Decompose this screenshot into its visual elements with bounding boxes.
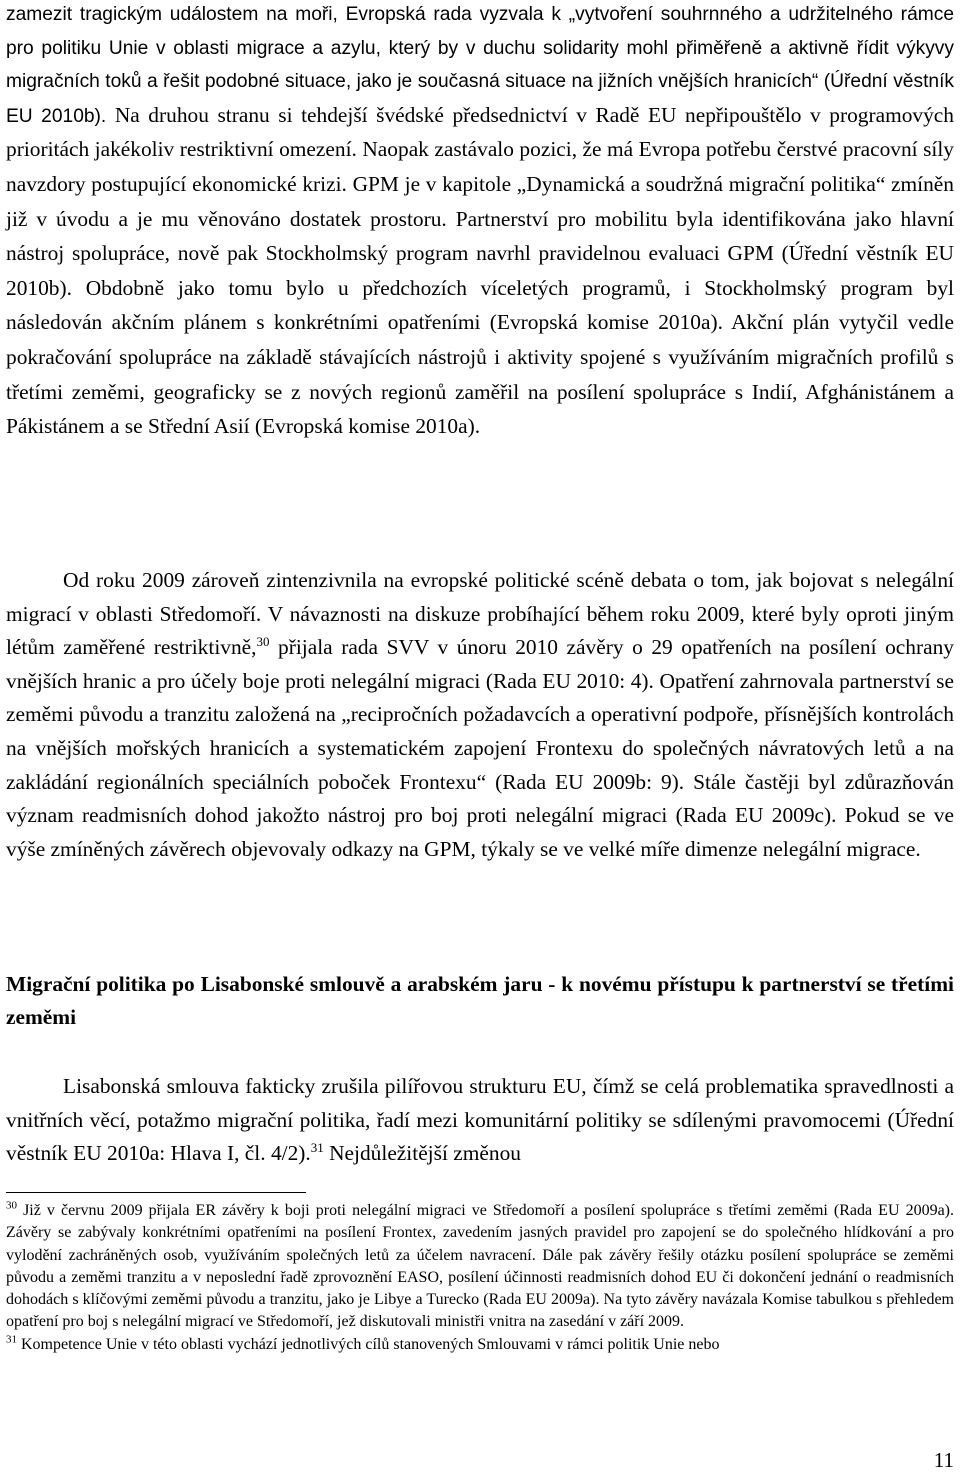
paragraph-text: Na druhou stranu si tehdejší švédské předsednictví v Radě EU nepřipouštělo v programových prioritách jakékoliv restriktivní omezení. Naopak zastávalo pozici, že má Evropa potřebu čerstvé pracovní síly navzdory postupující ekonomické krizi. GPM je v kapitole „Dynamická a soudržná migrační politika“ zmíněn již v úvodu a je mu věnováno dostatek prostoru.	[6, 102, 954, 231]
paragraph-continued	[6, 0, 954, 445]
footnote-number: 30	[6, 1199, 17, 1212]
footnote-text: Již v červnu 2009 přijala ER závěry k boji proti nelegální migraci ve Středomoří a posílení spolupráce s třetími zeměmi (Rada EU 2009a). Závěry se zabývaly konkrétními opatřeními na posílení Frontex, zavedením jasných pravidel pro zapojení se do společného hlídkování a pro vylodění zachráněných osob, využíváním společných letů za účelem navracení. Dále pak závěry řešily otázku posílení spolupráce se zeměmi původu a zeměmi tranzitu a v neposlední řadě zprovoznění EASO, posílení účinnosti readmisních dohod EU či dokončení jednání o readmisních dohodách s klíčovými zeměmi původu a tranzitu, jako je Libye a Turecko (Rada EU 2009a). Na tyto závěry navázala Komise tabulkou s přehledem opatření pro boj s nelegální migrací ve Středomoří, jež diskutovali ministři vnitra na zasedání v září 2009.	[6, 1202, 954, 1331]
paragraph-text: Partnerství pro mobilitu byla identifikována jako hlavní nástroj spolupráce, nově pak Stockholmský program navrhl pravidelnou evaluaci GPM (Úřední věstník EU 2010b). Obdobně jako tomu bylo u předchozích víceletých programů, i Stockholmský program byl následován akčním plánem s konkrétními opatřeními (Evropská komise 2010a). Akční plán vytyčil vedle pokračování spolupráce na základě stávajících nástrojů i aktivity spojené s využíváním migračních profilů s třetími zeměmi, geograficky se z nových regionů zaměřil na posílení spolupráce s Indií, Afghánistánem a Pákistánem a se Střední Asií (Evropská komise 2010a).	[6, 206, 954, 439]
document-page	[6, 0, 954, 1476]
footnote-number: 31	[6, 1333, 17, 1346]
paragraph	[6, 1070, 954, 1171]
footnote-separator	[6, 1192, 306, 1193]
page-number: 11	[933, 1448, 954, 1472]
paragraph-text: V návaznosti na diskuze probíhající během roku 2009, které byly oproti jiným létům zaměřené restriktivně,	[6, 601, 954, 660]
footnote-text: Kompetence Unie v této oblasti vychází jednotlivých cílů stanovených Smlouvami v rámci politik Unie nebo	[17, 1335, 720, 1353]
paragraph-text: Nejdůležitější změnou	[323, 1141, 521, 1166]
paragraph-text: Opatření zahrnovala partnerství se zeměmi původu a tranzitu založená na „recipročních požadavcích a operativní podpoře, přísnějších kontrolách na vnějších mořských hranicích a systematickém zapojení Frontexu do společných návratových letů a na zakládání regionálních speciálních poboček Frontexu“ (Rada EU 2009b: 9). Stále častěji byl zdůrazňován význam readmisních dohod jakožto nástroj pro boj proti nelegální migraci (Rada EU 2009c). Pokud se ve výše zmíněných závěrech objevovaly odkazy na GPM, týkaly se ve velké míře dimenze nelegální migrace.	[6, 668, 954, 861]
paragraph-text: Lisabonská smlouva fakticky zrušila pilířovou strukturu EU, čímž se celá problematika spravedlnosti a vnitřních věcí, potažmo migrační politika, řadí mezi komunitární politiky se sdílenými pravomocemi (Úřední věstník EU 2010a: Hlava I, čl. 4/2).	[6, 1074, 954, 1166]
paragraph-text: přijala rada SVV v únoru 2010 závěry o 29 opatřeních na posílení ochrany vnějších hranic a pro účely boje proti nelegální migraci (Rada EU 2010: 4).	[6, 635, 954, 693]
footnote-30	[6, 1200, 954, 1334]
footnote-31	[6, 1334, 954, 1356]
section-heading: Migrační politika po Lisabonské smlouvě a arabském jaru - k novému přístupu k partnerství se třetími zeměmi	[6, 972, 954, 1029]
paragraph-sans-text: zamezit tragickým událostem na moři, Evropská rada vyzvala k „vytvoření souhrnného a udržitelného rámce pro politiku Unie v oblasti migrace a azylu, který by v duchu solidarity mohl přiměřeně a aktivně řídit výkyvy migračních toků a řešit podobné situace, jako je současná situace na jižních vnějších hranicích“ (Úřední věstník EU 2010b).	[6, 4, 954, 127]
footnote-reference[interactable]: 30	[256, 634, 270, 650]
paragraph	[6, 564, 954, 866]
paragraph-text: Od roku 2009 zároveň zintenzivnila na evropské politické scéně debata o tom, jak bojovat s nelegální migrací v oblasti Středomoří.	[6, 568, 954, 626]
footnote-reference[interactable]: 31	[310, 1140, 324, 1156]
footnotes	[6, 1200, 954, 1356]
